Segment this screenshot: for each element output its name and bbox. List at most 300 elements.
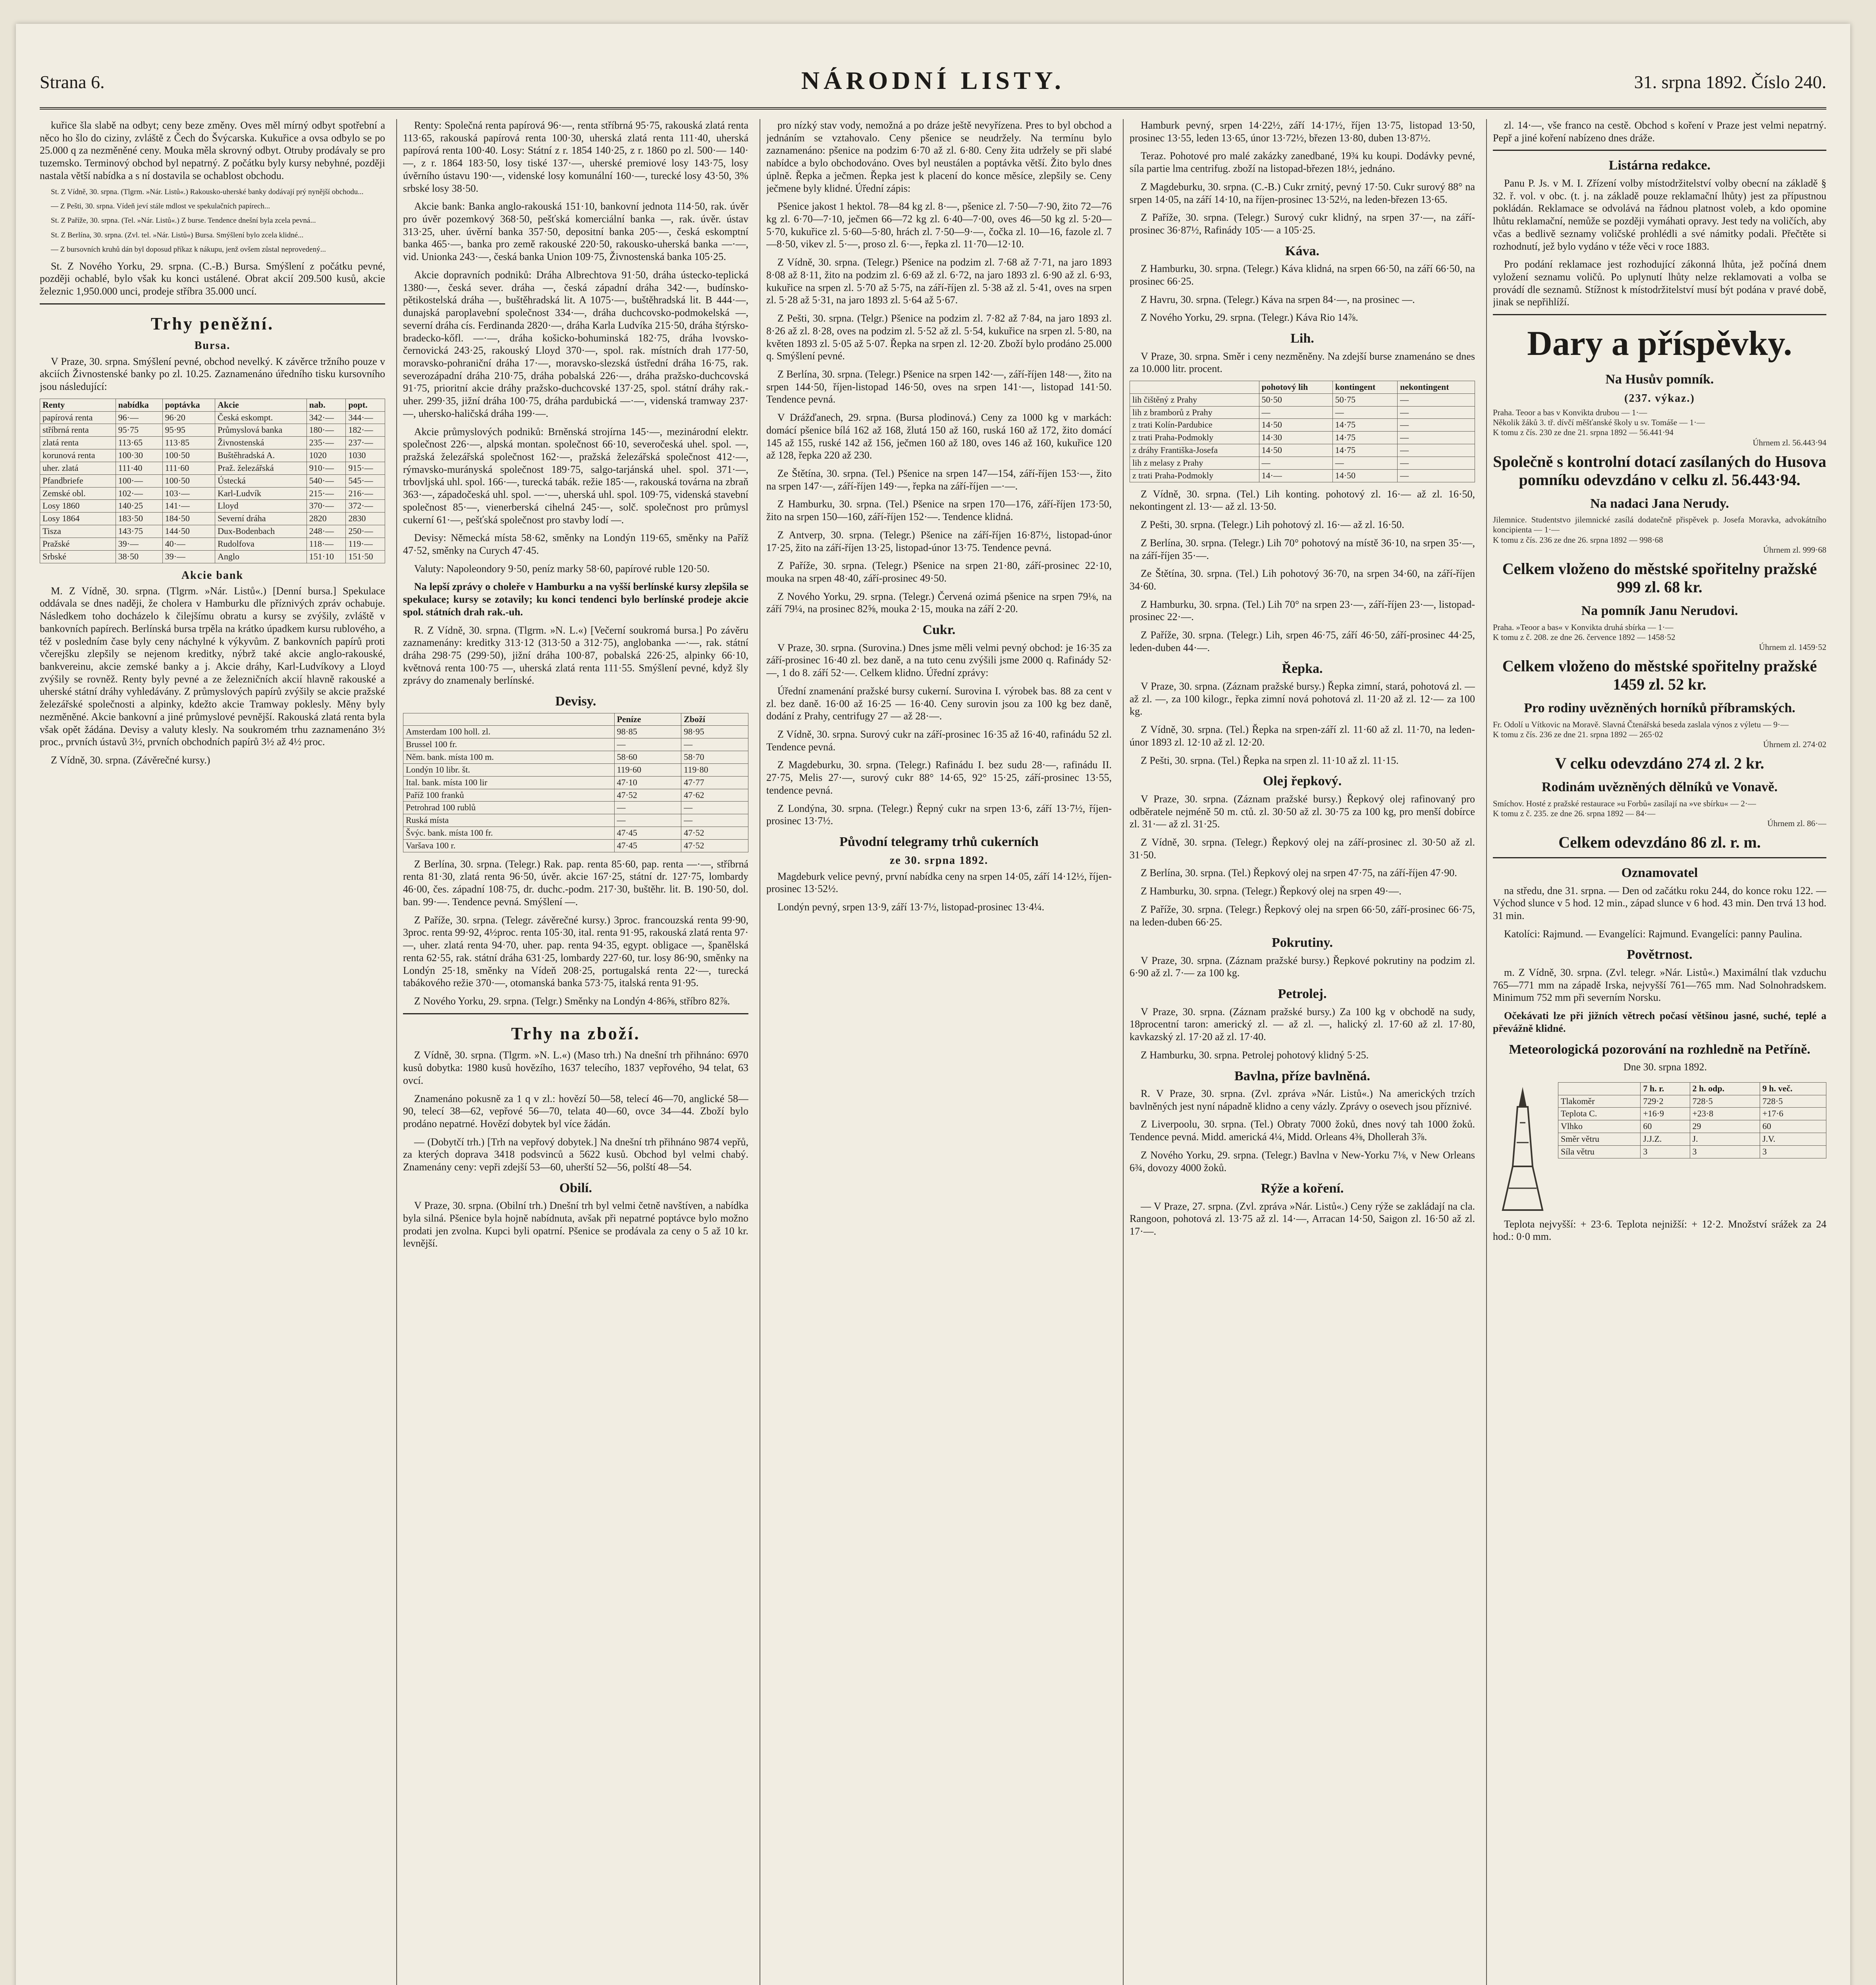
table-cell: 1020 <box>307 449 346 462</box>
article-paragraph: pro nízký stav vody, nemožná a po dráze ještě nevyřízena. Pres to byl obchod a jednáním se vztahovalo. Ceny pšenice se neudržely. Na termínu bylo zaznamenáno: pšenice na podzim 6·70 až zl. 6·80. Ceny žita udržely se při slabé nabídce a bylo obchodováno. Oves byl neustálen a poptávka větší. Žito bylo dnes úplně. Řepka a ječmen. Řepka jest k placení do konce měsíce, zlepšily se. Ceny ječmene byly klidné. Úřední zápis: <box>766 119 1112 194</box>
table-cell: korunová renta <box>40 449 116 462</box>
table-row <box>403 827 748 840</box>
section-heading: Na nadaci Jana Nerudy. <box>1590 496 1729 511</box>
page-number: Strana 6. <box>40 72 105 92</box>
donation-line: K tomu z č. 235. ze dne 26. srpna 1892 — 84·— <box>1493 808 1656 818</box>
article-paragraph: St. Z Berlína, 30. srpna. (Zvl. tel. »Nár. Listů«) Bursa. Smýšlení bylo zcela klidné... <box>51 231 304 239</box>
table-cell: 113·65 <box>116 437 162 449</box>
subsection-heading: (237. výkaz.) <box>1624 392 1695 405</box>
article-paragraph: M. Z Vídně, 30. srpna. (Tlgrm. »Nár. Listů«.) [Denní bursa.] Spekulace oddávala se dnes naději, že cholera v Hamburku dle příznivých zpráv ochabuje. Následkem toho docházelo k čilejšímu obratu a kursy se zvýšily, zvláště v bankovních papírech. Berlínská bursa trpěla na krátko úpadkem kursu rublového, a též v posledním čase byly ceny náchylné k výkyvům. Z bankovních papírů proti včerejšku zlepšily se nejenom kreditky, nýbrž také akcie anglo-rakouské, bankvereinu, akcie zemské banky a j. Akcie dráhy, Karl-Ludvíkovy a Lloyd zvýšily se rovněž. Renty byly pevné a ze železničních akcií hlavně rakouské a uherské státní dráhy vyhledávány. Z průmyslových papírů zvýšily se akcie pražské železářské společnosti a alpinky, kdežto akcie Tramway poklesly. Měny byly nezměněné. Akcie bankovní a jiné průmyslové pevnější. Rakouská zlatá renta byla však opět žádána. Devisy a valuty klesly. Na soukromém trhu zaznamenáno 3½ proc., prvních ústavů 3½, prvních obchodních papírů 3½ až 4½ proc. <box>40 585 385 748</box>
table-cell: 60 <box>1641 1120 1690 1133</box>
article-paragraph: Z Vídně, 30. srpna. Surový cukr na září-prosinec 16·35 až 16·40, rafinádu 52 zl. Tendence pevná. <box>766 728 1112 753</box>
article-paragraph: na středu, dne 31. srpna. — Den od začátku roku 244, do konce roku 122. — Východ slunce v 5 hod. 12 min., západ slunce v 6 hod. 43 min. Den trvá 13 hod. 31 min. <box>1493 885 1826 922</box>
table-cell: 103·— <box>162 487 215 500</box>
article-paragraph: Teraz. Pohotové pro malé zakázky zanedbané, 19¾ ku koupi. Dodávky pevné, síla partie lma centrifug. zboží na listopad-březen 18½, jednáno. <box>1130 150 1475 175</box>
issue-date: 31. srpna 1892. Číslo 240. <box>1634 72 1826 92</box>
article-paragraph: V Praze, 30. srpna. (Záznam pražské bursy.) Za 100 kg v obchodě na sudy, 18procentní taron: americký zl. — až zl. —, halický zl. 17·60 až zl. 17·80, kavkazský zl. 17·20 až zl. 17·40. <box>1130 1006 1475 1043</box>
donation-line: K tomu z čís. 230 ze dne 21. srpna 1892 — 56.441·94 <box>1493 428 1674 437</box>
table-cell: 96·— <box>116 411 162 424</box>
table-cell: 95·75 <box>116 424 162 437</box>
article-paragraph: Magdeburk velice pevný, první nabídka ceny na srpen 14·05, září 14·12½, říjen-prosinec 13·52½. <box>766 870 1112 895</box>
table-cell: J. <box>1690 1133 1760 1146</box>
article-paragraph: R. V Praze, 30. srpna. (Zvl. zpráva »Nár. Listů«.) Na amerických trzích bavlněných jest nyní nápadně klidno a ceny vázly. Zprávy o osevech jsou příznivé. <box>1130 1087 1475 1112</box>
table-cell: 342·— <box>307 411 346 424</box>
table-cell: — <box>614 802 681 814</box>
table-cell: stříbrná renta <box>40 424 116 437</box>
article-paragraph: Devisy: Německá místa 58·62, směnky na Londýn 119·65, směnky na Paříž 47·52, směnky na Curych 47·45. <box>403 532 748 556</box>
table-row <box>403 789 748 802</box>
table-cell: Ital. bank. místa 100 lir <box>403 776 615 789</box>
article-paragraph: Z Pešti, 30. srpna. (Telegr.) Lih pohotový zl. 16·— až zl. 16·50. <box>1141 519 1404 531</box>
table-cell: 118·— <box>307 538 346 550</box>
donation-total: Úhrnem zl. 274·02 <box>1763 739 1826 749</box>
table-cell: 96·20 <box>162 411 215 424</box>
donation-line: Praha. »Teoor a bas« v Konvikta druhá sbírka — 1·— <box>1493 622 1674 632</box>
article-paragraph: Z Vídně, 30. srpna. (Závěrečné kursy.) <box>51 754 210 766</box>
table-row <box>403 738 748 751</box>
article-paragraph: Z Vídně, 30. srpna. (Telegr.) Pšenice na podzim zl. 7·68 až 7·71, na jaro 1893 8·08 až 8·11, žito na podzim zl. 6·69 až zl. 6·72, na jaro 1893 zl. 6·90 až zl. 6·93, kukuřice na srpen zl. 5·70 až 5·75, na září-říjen zl. 5·38 až zl. 5·41, oves na srpen zl. 5·28 až 5·31, na jaro 1893 zl. 5·64 až 5·67. <box>766 256 1112 306</box>
section-heading: Na pomník Janu Nerudovi. <box>1581 603 1738 619</box>
table-row <box>40 437 385 449</box>
article-paragraph: Z Magdeburku, 30. srpna. (Telegr.) Rafinádu I. bez sudu 28·—, rafinádu II. 27·75, Melis 27·—, surový cukr 88° 14·65, 92° 15·25, září-prosinec 13·55, tendence pevná. <box>766 759 1112 796</box>
table-cell: Karl-Ludvík <box>215 487 307 500</box>
article-paragraph: Z Pešti, 30. srpna. (Telgr.) Pšenice na podzim zl. 7·82 až 7·84, na jaro 1893 zl. 8·26 až zl. 8·28, oves na podzim zl. 5·52 až zl. 5·54, kukuřice na srpen zl. 5·80, na květen 1893 zl. 5·05 až 5·07. Řepka na srpen zl. 12·20. Zboží bylo prodáno 25.000 q. Smýšlení pevné. <box>766 312 1112 362</box>
table-cell: 14·30 <box>1259 432 1332 444</box>
table-header-cell: nabídka <box>116 399 162 411</box>
table-cell: 14·50 <box>1332 469 1397 482</box>
article-paragraph: R. Z Vídně, 30. srpna. (Tlgrm. »N. L.«) [Večerní soukromá bursa.] Po závěru zaznamenány: kreditky 313·12 (313·50 a 312·75), anglobanka —·—, rak. státní dráha 298·75 (299·50), jižní dráha 100·87, pobalská 226·25, alpinky 66·10, květnová renta 100·75 —, uherská zlatá renta 111·55. Smýšlení pevné, když šly zprávy do znamenaly berlínské. <box>403 624 748 686</box>
table-row <box>1130 444 1475 457</box>
petrin-tower-icon <box>1493 1083 1552 1214</box>
article-paragraph: Akcie dopravních podniků: Dráha Albrechtova 91·50, dráha ústecko-teplická 1380·—, česká sever. dráha —, česká západní dráha 342·—, budínsko-pětikostelská dráha —, buštěhradská lit. A 1075·—, buštěhradská lit. B 444·—, dunajská paroplavební společnost 334·—, dráha duchcovsko-podmokelská —, severní dráha cís. Ferdinanda 2820·—, dráha Karla Ludvíka 215·50, dráha štýrsko-bradecko-kőfl. —·—, dráha košicko-bohuminská 182·75, dráha lvovsko-černovická 243·25, rakouský Lloyd 370·—, spol. rak. místních drah 177·50, moravsko-pohraniční dráha 17·—, moravsko-slezská ústřední dráha 16·75, rak. severozápadní dráha 210·75, dráha pobalská 226·—, dráha pražsko-duchcovská 91·75, prioritní akcie dráhy pražsko-duchcovské 137·25, spol. státní dráhy rak.-uher. 299·35, jižní dráha 100·75, dráha pardubická —·—, videnská tramway 237·—, uhersko-haličská dráha 199·—. <box>403 269 748 419</box>
table-cell: — <box>681 814 748 827</box>
article-paragraph: Z Nového Yorku, 29. srpna. (Telegr.) Červená ozimá pšenice na srpen 79⅛, na září 79¼, na prosinec 82⅝, mouka 2·15, mouka na září 2·20. <box>766 590 1112 615</box>
article-paragraph: Panu P. Js. v M. I. Zřízení volby místodržitelství volby obecní na základě § 32. ř. vol. v obc. (t. j. na základě pouze reklamační lhůty) jest za přípustnou pokládán. Reklamace se odvolává na řádnou platnost voleb, a kdo opomine lhůtu reklamační, nemůže se později vymáhati opravy. Jest tedy na voličích, aby včas a bedlivě seznamy voličské prohlédli a své námitky podali. Přečtěte si rozhodnutí, jež bylo vydáno v téže věci v roce 1883. <box>1493 177 1826 252</box>
table-cell: z trati Kolín-Pardubice <box>1130 419 1259 432</box>
table-cell: 180·— <box>307 424 346 437</box>
section-heading: Listárna redakce. <box>1608 158 1711 173</box>
table-cell: 58·70 <box>681 751 748 764</box>
article-paragraph: — V Praze, 27. srpna. (Zvl. zpráva »Nár. Listů«.) Ceny rýže se zakládají na cla. Rangoon, pohotová zl. 13·75 až zl. 14·—, Arracan 14·50, Saigon zl. 16·50 až zl. 17·—. <box>1130 1200 1475 1237</box>
table-cell: +23·8 <box>1690 1108 1760 1120</box>
table-row <box>403 763 748 776</box>
table-cell: 119·60 <box>614 763 681 776</box>
section-heading: Řepka. <box>1282 661 1323 676</box>
table-row <box>40 462 385 474</box>
article-paragraph: V Praze, 30. srpna. (Záznam pražské bursy.) Řepkové pokrutiny na podzim zl. 6·90 až zl. 7·— za 100 kg. <box>1130 954 1475 979</box>
table-cell: Pfandbriefe <box>40 474 116 487</box>
table-header-cell: pohotový lih <box>1259 381 1332 394</box>
article-paragraph: Valuty: Napoleondory 9·50, peníz marky 58·60, papírové ruble 120·50. <box>414 563 710 574</box>
article-paragraph: Z Paříže, 30. srpna. (Telegr. závěrečné kursy.) 3proc. francouzská renta 99·90, 3proc. renta 99·92, 4½proc. renta 105·30, ital. renta 91·95, rakouská zlatá renta 97·—, uher. zlatá renta 94·70, uher. pap. renta 94·35, egypt. obligace —, španělská renta 62·55, rak. státní dráha 631·25, lombardy 227·60, tur. losy 86·90, směnky na Londýn 25·18, směnky na Vídeň 208·25, portugalská renta 22·—, turecká tabákového režie 370·—, otomanská banka 573·75, italská renta 91·95. <box>403 914 748 989</box>
article-paragraph: V Drážďanech, 29. srpna. (Bursa plodinová.) Ceny za 1000 kg v markách: domácí pšenice bílá 162 až 168, žlutá 150 až 160, ruská 160 až 172, žito domácí 145 až 155, ruské 142 až 156, ječmen 160 až 180, oves 146 až 160, kukuřice 120 až 128, řepka 220 až 230. <box>766 412 1112 461</box>
article-paragraph: Z Nového Yorku, 29. srpna. (Telgr.) Směnky na Londýn 4·86⅝, stříbro 82⅞. <box>414 995 730 1007</box>
article-paragraph: Z Liverpoolu, 30. srpna. (Tel.) Obraty 7000 žoků, dnes nový tah 1000 žoků. Tendence pevná. Midd. americká 4¼, Midd. Orleans 4⅜, Dhollerah 3⅞. <box>1130 1118 1475 1143</box>
table-cell: — <box>1259 406 1332 419</box>
table-cell: 728·5 <box>1760 1095 1826 1108</box>
table-cell: 3 <box>1690 1145 1760 1158</box>
section-heading: Káva. <box>1285 243 1319 258</box>
column-5 <box>1493 119 1826 1985</box>
divider <box>1493 150 1826 151</box>
section-heading: Původní telegramy trhů cukerních <box>839 834 1039 849</box>
table-cell: 910·— <box>307 462 346 474</box>
table-cell: Teplota C. <box>1558 1108 1641 1120</box>
table-cell: Tisza <box>40 525 116 538</box>
table-row <box>40 513 385 525</box>
table-cell: 216·— <box>346 487 385 500</box>
table-row <box>40 449 385 462</box>
table-row <box>1130 406 1475 419</box>
table-cell: 95·95 <box>162 424 215 437</box>
table-row <box>403 776 748 789</box>
table-cell: Varšava 100 r. <box>403 839 615 852</box>
table-cell: Rudolfova <box>215 538 307 550</box>
article-paragraph: Z Havru, 30. srpna. (Telegr.) Káva na srpen 84·—, na prosinec —. <box>1141 293 1415 305</box>
article-paragraph: Pro podání reklamace jest rozhodující zákonná lhůta, jež počíná dnem vyložení seznamu voličů. Po uplynutí lhůty nelze reklamovati a volba se provádí dle seznamů. Stížnost k místodržitelství musí být podána v pravé době, jinak se nepřihlíží. <box>1493 258 1826 308</box>
table-cell: 98·95 <box>681 726 748 738</box>
table-cell: 540·— <box>307 474 346 487</box>
donation-total: Úhrnem zl. 999·68 <box>1763 545 1826 555</box>
table-cell: Srbské <box>40 550 116 563</box>
table-cell: 140·25 <box>116 500 162 513</box>
table-cell: 47·45 <box>614 839 681 852</box>
article-paragraph: Z Hamburku, 30. srpna. (Tel.) Pšenice na srpen 170—176, září-říjen 173·50, žito na srpen 150—160, září-říjen 152·—. Tendence klidná. <box>766 498 1112 523</box>
article-paragraph: Z Paříže, 30. srpna. (Telegr.) Řepkový olej na srpen 66·50, září-prosinec 66·75, na leden-duben 66·25. <box>1130 903 1475 928</box>
column-3 <box>766 119 1112 1985</box>
article-paragraph: Z Vídně, 30. srpna. (Telegr.) Řepkový olej na září-prosinec zl. 30·50 až zl. 31·50. <box>1130 836 1475 861</box>
table-cell: Severní dráha <box>215 513 307 525</box>
table-cell: J.J.Z. <box>1641 1133 1690 1146</box>
table-cell: — <box>614 814 681 827</box>
table-cell: 729·2 <box>1641 1095 1690 1108</box>
table-row <box>403 802 748 814</box>
article-paragraph: Z Vídně, 30. srpna. (Tlgrm. »N. L.«) (Maso trh.) Na dnešní trh přihnáno: 6970 kusů dobytka: 1980 kusů hovězího, 1637 telecího, 1837 vepřového, 94 telat, 63 ovcí. <box>403 1049 748 1086</box>
table-cell: 2820 <box>307 513 346 525</box>
table-cell: — <box>681 738 748 751</box>
article-paragraph: Teplota nejvyšší: + 23·6. Teplota nejnižší: + 12·2. Množství srážek za 24 hod.: 0·0 mm. <box>1493 1218 1826 1243</box>
table-cell: 47·52 <box>681 827 748 840</box>
article-paragraph: Z Berlína, 30. srpna. (Telegr.) Lih 70° pohotový na místě 36·10, na srpen 35·—, na září-říjen 35·—. <box>1130 537 1475 561</box>
table-header-cell: nekontingent <box>1398 381 1475 394</box>
table-cell: 915·— <box>346 462 385 474</box>
table-row <box>40 411 385 424</box>
table-cell: Ruská místa <box>403 814 615 827</box>
table-cell: 14·50 <box>1259 419 1332 432</box>
table-header-cell: nab. <box>307 399 346 411</box>
table-row <box>40 424 385 437</box>
table-cell: 47·77 <box>681 776 748 789</box>
table-cell: Praž. železářská <box>215 462 307 474</box>
section-heading: Cukr. <box>922 622 956 638</box>
table-cell: Paříž 100 franků <box>403 789 615 802</box>
table-cell: 184·50 <box>162 513 215 525</box>
table-cell: 58·60 <box>614 751 681 764</box>
column-separator <box>396 119 397 1985</box>
table-cell: — <box>1398 469 1475 482</box>
table-cell: — <box>1398 444 1475 457</box>
table-header-cell <box>403 713 615 726</box>
table-cell: — <box>614 738 681 751</box>
column-4 <box>1130 119 1475 1985</box>
divider <box>1493 314 1826 315</box>
section-heading: Trhy na zboží. <box>511 1023 640 1043</box>
article-paragraph: Z Paříže, 30. srpna. (Telegr.) Lih, srpen 46·75, září 46·50, září-prosinec 44·25, leden-duben 44·—. <box>1130 629 1475 653</box>
table-cell: 14·75 <box>1332 419 1397 432</box>
subsection-heading: Akcie bank <box>181 569 244 582</box>
article-paragraph: Z Vídně, 30. srpna. (Tel.) Řepka na srpen-září zl. 11·60 až zl. 11·70, na leden-únor 1893 zl. 12·10 až zl. 12·20. <box>1130 724 1475 748</box>
table-header-cell: Zboží <box>681 713 748 726</box>
table-cell: J.V. <box>1760 1133 1826 1146</box>
table-cell: 144·50 <box>162 525 215 538</box>
article-paragraph: Z Nového Yorku, 29. srpna. (Telegr.) Bavlna v New-Yorku 7⅛, v New Orleans 6¾, dovozy 4000 žoků. <box>1130 1149 1475 1174</box>
table-header-cell <box>1558 1082 1641 1095</box>
table-cell: Směr větru <box>1558 1133 1641 1146</box>
article-paragraph: V Praze, 30. srpna. (Obilní trh.) Dnešní trh byl velmi četně navštíven, a nabídka byla silná. Pšenice byla hojně nabídnuta, avšak při nepatrné poptávce bylo možno prodati jen zvolna. Kupci byli opatrní. Pšenice se prodávala za ceny o 5 až 10 kr. levnější. <box>403 1200 748 1249</box>
article-paragraph: Z Pešti, 30. srpna. (Tel.) Řepka na srpen zl. 11·10 až zl. 11·15. <box>1141 754 1399 766</box>
donation-line: K tomu z č. 208. ze dne 26. července 1892 — 1458·52 <box>1493 632 1675 642</box>
table-cell: 47·45 <box>614 827 681 840</box>
table-cell: Buštěhradská A. <box>215 449 307 462</box>
table-cell: Něm. bank. místa 100 m. <box>403 751 615 764</box>
donation-line: Jilemnice. Studentstvo jilemnické zasílá dodatečně přispěvek p. Josefa Moravka, advokátního koncipienta — 1·— <box>1493 515 1826 535</box>
column-2 <box>403 119 748 1985</box>
table-header-cell: kontingent <box>1332 381 1397 394</box>
article-paragraph: V Praze, 30. srpna. (Záznam pražské bursy.) Řepkový olej rafinovaný pro odběratele nejméně 50 m. ctů. zl. 30·50 až zl. 30·75 za 100 kg, pro menší dobírce zl. 31·— až zl. 31·25. <box>1130 793 1475 830</box>
table-cell: Amsterdam 100 holl. zl. <box>403 726 615 738</box>
table-header-cell: 7 h. r. <box>1641 1082 1690 1095</box>
section-heading: Oznamovatel <box>1621 865 1698 881</box>
table-cell: — <box>1398 457 1475 469</box>
table-row <box>1130 432 1475 444</box>
table-cell: lih z melasy z Prahy <box>1130 457 1259 469</box>
table-cell: 47·62 <box>681 789 748 802</box>
table-cell: 215·— <box>307 487 346 500</box>
table-cell: 40·— <box>162 538 215 550</box>
donation-line: Smíchov. Hosté z pražské restaurace »u Forbů« zasílají na »ve sbírku« — 2·— <box>1493 798 1756 808</box>
article-paragraph: St. Z Paříže, 30. srpna. (Tel. »Nár. Listů«.) Z burse. Tendence dnešní byla zcela pevná... <box>51 216 316 225</box>
donation-summary: Celkem vloženo do městské spořitelny pražské 1459 zl. 52 kr. <box>1502 657 1817 694</box>
table-row <box>40 550 385 563</box>
section-heading: Pro rodiny uvězněných horníků příbramských. <box>1524 701 1795 716</box>
section-heading: Rodinám uvězněných dělníků ve Vonavě. <box>1541 780 1778 795</box>
table-cell: 182·— <box>346 424 385 437</box>
article-paragraph: — Z Pešti, 30. srpna. Vídeň jeví stále mdlost ve spekulačních papírech... <box>51 202 270 210</box>
table-cell: — <box>1332 457 1397 469</box>
table-cell: 60 <box>1760 1120 1826 1133</box>
table-cell: 545·— <box>346 474 385 487</box>
table-cell: 100·— <box>116 474 162 487</box>
article-paragraph: St. Z Nového Yorku, 29. srpna. (C.-B.) Bursa. Smýšlení z počátku pevné, později ochablé, bylo však ku konci ustálené. Obrat akcií 209.500 kusů, akcie železnic 1,950.000 unci, prodeje stříbra 35.000 uncí. <box>40 260 385 297</box>
section-heading: Devisy. <box>555 694 596 709</box>
newspaper-page <box>16 24 1850 1985</box>
section-heading: Lih. <box>1290 331 1314 346</box>
table-cell: 119·80 <box>681 763 748 776</box>
donation-total: Úhrnem zl. 86·— <box>1767 818 1826 828</box>
donations-heading: Dary a příspěvky. <box>1527 324 1792 363</box>
article-paragraph: Úřední znamenání pražské bursy cukerní. Surovina I. výrobek bas. 88 za cent v zl. bez daně. 16·00 až 16·25 — 16·40. Ceny surovin jsou za 100 kg bez daně, dodání z Prahy, centrifugy 27 — až 28·—. <box>766 685 1112 722</box>
table-cell: 2830 <box>346 513 385 525</box>
subsection-heading: Bursa. <box>194 339 231 352</box>
table-cell: Anglo <box>215 550 307 563</box>
article-paragraph: Z Magdeburku, 30. srpna. (C.-B.) Cukr zrnitý, pevný 17·50. Cukr surový 88° na srpen 14·05, na září 14·10, na říjen-prosinec 13·52½, na leden-březen 13·65. <box>1130 181 1475 205</box>
article-paragraph: Z Hamburku, 30. srpna. Petrolej pohotový klidný 5·25. <box>1141 1049 1369 1061</box>
article-paragraph: Dne 30. srpna 1892. <box>1623 1061 1707 1073</box>
table-row <box>1130 419 1475 432</box>
subsection-heading: ze 30. srpna 1892. <box>889 854 989 867</box>
section-heading: Trhy peněžní. <box>150 314 274 333</box>
table-row <box>1558 1095 1826 1108</box>
table-row <box>403 751 748 764</box>
table-cell: — <box>1332 406 1397 419</box>
table-cell: Živnostenská <box>215 437 307 449</box>
article-paragraph: Ze Štětína, 30. srpna. (Tel.) Pšenice na srpen 147—154, září-říjen 153·—, žito na srpen 147·—, září-říjen 149·—, řepka na září-říjen —·—. <box>766 467 1112 492</box>
section-heading: Pokrutiny. <box>1272 935 1333 950</box>
table-header-cell: Akcie <box>215 399 307 411</box>
table-cell: 39·— <box>162 550 215 563</box>
donation-line: K tomu z čís. 236 ze dne 26. srpna 1892 — 998·68 <box>1493 535 1663 545</box>
table-cell: +16·9 <box>1641 1108 1690 1120</box>
table-cell: 183·50 <box>116 513 162 525</box>
table-cell: Tlakoměr <box>1558 1095 1641 1108</box>
article-paragraph: kuřice šla slabě na odbyt; ceny beze změny. Oves měl mírný odbyt spotřební a něco ho šlo do ciziny, zvláště z Čech do Švýcarska. Kukuřice a ovsa odbylo se po 25.000 q za nezměněné ceny. Mouka měla skrovný odbyt. Otruby prodávaly se pro tuzemsko. Terminový obchod byl nepatrný. Z počátku byly kursy nebyhné, později nastala větší nabídka a s ní dostavila se ochablost obchodu. <box>40 119 385 181</box>
donation-total: Úhrnem zl. 56.443·94 <box>1753 437 1826 447</box>
table-cell: Losy 1860 <box>40 500 116 513</box>
table-cell: — <box>1398 432 1475 444</box>
table-cell: 370·— <box>307 500 346 513</box>
column-separator <box>1486 119 1487 1985</box>
table-cell: uher. zlatá <box>40 462 116 474</box>
table-cell: 235·— <box>307 437 346 449</box>
devisy-table <box>403 713 748 852</box>
article-paragraph: — (Dobytčí trh.) [Trh na vepřový dobytek.] Na dnešní trh přihnáno 9874 vepřů, za kterých doprava 3418 podsvinců a 5622 kusů. Obchod byl velmi chabý. Znamenány ceny: vepři zdejší 53—60, uherští 52—56, polští 48—54. <box>403 1136 748 1173</box>
table-row <box>40 487 385 500</box>
table-cell: z trati Praha-Podmokly <box>1130 432 1259 444</box>
donation-summary: Celkem vloženo do městské spořitelny pražské 999 zl. 68 kr. <box>1502 560 1817 596</box>
table-cell: 98·85 <box>614 726 681 738</box>
donation-summary: Celkem odevzdáno 86 zl. r. m. <box>1558 833 1761 852</box>
table-cell: 372·— <box>346 500 385 513</box>
divider <box>1493 857 1826 858</box>
article-paragraph: Z Nového Yorku, 29. srpna. (Telegr.) Káva Rio 14⅞. <box>1141 312 1358 324</box>
table-row <box>1558 1108 1826 1120</box>
newspaper-title: NÁRODNÍ LISTY. <box>801 66 1065 94</box>
table-cell: Brussel 100 fr. <box>403 738 615 751</box>
table-cell: 250·— <box>346 525 385 538</box>
table-cell: lih z bramborů z Prahy <box>1130 406 1259 419</box>
table-cell: 237·— <box>346 437 385 449</box>
table-row <box>1558 1145 1826 1158</box>
table-row <box>40 500 385 513</box>
table-row <box>403 839 748 852</box>
table-cell: 29 <box>1690 1120 1760 1133</box>
table-cell: 14·75 <box>1332 432 1397 444</box>
article-paragraph: Z Antverp, 30. srpna. (Telegr.) Pšenice na září-říjen 16·87½, listopad-únor 17·25, žito na září-říjen 13·25, listopad-únor 13·75. Tendence pevná. <box>766 529 1112 553</box>
table-cell: 111·40 <box>116 462 162 474</box>
table-row <box>40 474 385 487</box>
article-paragraph: zl. 14·—, vše franco na cestě. Obchod s koření v Praze jest velmi nepatrný. Pepř a jiné koření nabízeno dnes dráže. <box>1493 119 1826 144</box>
columns <box>40 119 1826 1985</box>
donation-line: Praha. Teoor a bas v Konvikta drubou — 1·— <box>1493 408 1647 418</box>
donation-total: Úhrnem zl. 1459·52 <box>1759 642 1826 652</box>
table-cell: 50·75 <box>1332 393 1397 406</box>
table-cell: 39·— <box>116 538 162 550</box>
section-heading: Rýže a koření. <box>1261 1181 1344 1196</box>
table-cell: 143·75 <box>116 525 162 538</box>
table-cell: 248·— <box>307 525 346 538</box>
article-paragraph: Z Hamburku, 30. srpna. (Telegr.) Řepkový olej na srpen 49·—. <box>1141 885 1402 897</box>
table-cell: 47·52 <box>614 789 681 802</box>
donation-line: K tomu z čís. 236 ze dne 21. srpna 1892 — 265·02 <box>1493 729 1663 739</box>
article-paragraph: St. Z Vídně, 30. srpna. (Tlgrm. »Nár. Listů«.) Rakousko-uherské banky dodávají prý nynější obchodu... <box>51 187 364 196</box>
article-paragraph: V Praze, 30. srpna. Smýšlení pevné, obchod nevelký. K závěrce tržního pouze v akciích Živnostenské banky po zl. 10.25. Zaznamenáno úředního tisku kursovního jsou následující: <box>40 355 385 393</box>
table-header-cell: Peníze <box>614 713 681 726</box>
article-paragraph: Z Vídně, 30. srpna. (Tel.) Lih konting. pohotový zl. 16·— až zl. 16·50, nekontingent zl. 13·— až zl. 13·50. <box>1130 488 1475 513</box>
table-cell: 151·10 <box>307 550 346 563</box>
table-cell: — <box>681 802 748 814</box>
table-row <box>1130 393 1475 406</box>
section-heading: Bavlna, příze bavlněná. <box>1234 1068 1370 1083</box>
table-cell: Londýn 10 libr. št. <box>403 763 615 776</box>
donation-summary: Společně s kontrolní dotací zasílaných do Husova pomníku odevzdáno v celku zl. 56.443·94. <box>1493 452 1826 489</box>
article-paragraph: m. Z Vídně, 30. srpna. (Zvl. telegr. »Nár. Listů«.) Maximální tlak vzduchu 765—771 mm na západě Irska, nejvyšší 761—765 mm. Nad Solnohradskem. Minimum 752 mm při severním Norsku. <box>1493 966 1826 1004</box>
table-cell: 3 <box>1641 1145 1690 1158</box>
table-header-cell: 2 h. odp. <box>1690 1082 1760 1095</box>
table-cell: 344·— <box>346 411 385 424</box>
article-paragraph: Očekávati lze při jižních větrech počasí většinou jasné, suché, teplé a převážně klidné. <box>1493 1010 1826 1034</box>
article-paragraph: Z Berlína, 30. srpna. (Telegr.) Rak. pap. renta 85·60, pap. renta —·—, stříbrná renta 81·30, zlatá renta 96·50, úvěr. akcie 167·25, státní dr. 127·75, lombardy 46·00, čes. západní 108·75, dr. duchc.-podm. 217·30, buštěhr. lit. B. 190·50, dol. ban. 99·—. Tendence pevná. Smýšlení —. <box>403 858 748 908</box>
table-cell: Švýc. bank. místa 100 fr. <box>403 827 615 840</box>
table-cell: Česká eskompt. <box>215 411 307 424</box>
table-cell: Průmyslová banka <box>215 424 307 437</box>
article-paragraph: Z Berlína, 30. srpna. (Tel.) Řepkový olej na srpen 47·75, na září-říjen 47·90. <box>1141 867 1457 879</box>
table-cell: Zemské obl. <box>40 487 116 500</box>
table-cell: zlatá renta <box>40 437 116 449</box>
section-heading: Povětrnost. <box>1627 947 1693 962</box>
article-paragraph: Z Berlína, 30. srpna. (Telegr.) Pšenice na srpen 142·—, září-říjen 148·—, žito na srpen 144·50, říjen-listopad 146·50, oves na srpen 141·—, listopad 141·50. Tendence pevná. <box>766 368 1112 405</box>
exchange-table <box>40 399 385 563</box>
table-cell: 47·52 <box>681 839 748 852</box>
article-paragraph: Z Paříže, 30. srpna. (Telegr.) Surový cukr klidný, na srpen 37·—, na září-prosinec 36·87½, Rafinády 105·— a 105·25. <box>1130 212 1475 236</box>
article-paragraph: — Z bursovních kruhů dán byl doposud příkaz k nákupu, jenž ovšem zůstal neprovedený... <box>51 245 326 254</box>
table-cell: Ústecká <box>215 474 307 487</box>
table-cell: 102·— <box>116 487 162 500</box>
table-cell: 38·50 <box>116 550 162 563</box>
article-paragraph: Londýn pevný, srpen 13·9, září 13·7½, listopad-prosinec 13·4¼. <box>777 901 1045 913</box>
meteo-block <box>1493 1079 1826 1218</box>
table-cell: Losy 1864 <box>40 513 116 525</box>
section-heading: Obilí. <box>559 1180 592 1195</box>
table-cell: 47·10 <box>614 776 681 789</box>
section-heading: Na Husův pomník. <box>1605 372 1714 387</box>
article-paragraph: Akcie bank: Banka anglo-rakouská 151·10, bankovní jednota 114·50, rak. úvěr pro úvěr pozemkový 368·50, pešťská komerciální banka —, rak. úvěr. ústav 313·25, uher. úvěrní banka 357·50, depositní banka 205·—, česká eskomptní banka 465·—, banka pro země rakouské 220·50, rakousko-uherská banka —·—, vid. Unionka 243·—, česká banka Union 109·75, Živnostenská banka 105·25. <box>403 200 748 263</box>
table-cell: papírová renta <box>40 411 116 424</box>
table-cell: 111·60 <box>162 462 215 474</box>
table-header-cell: 9 h. več. <box>1760 1082 1826 1095</box>
section-heading: Meteorologická pozorování na rozhledně na Petříně. <box>1509 1042 1810 1057</box>
article-paragraph: Ze Štětína, 30. srpna. (Tel.) Lih pohotový 36·70, na srpen 34·60, na září-říjen 34·60. <box>1130 568 1475 592</box>
donation-summary: V celku odevzdáno 274 zl. 2 kr. <box>1555 754 1764 773</box>
table-cell: 14·50 <box>1259 444 1332 457</box>
article-paragraph: Akcie průmyslových podniků: Brněnská strojírna 145·—, mezinárodní elektr. společnost 226·—, alpská montan. společnost 66·10, severočeská uhel. spol. —, pražská železářská společnost 162·—, pražská železářská společnost 412·—, rýmavsko-murányská společnost 189·75, salgo-tarjánská uhel. spol. 371·—, trbovljská uhl. spol. 166·—, turecká tabák. režie 185·—, rakouská továrna na zbraň 363·—, západočeská uhl. spol. —·—, uherská uhl. spol. 109·75, videnská stavební společnost 85·—, vienerberská cihelná 245·—, solč. společnost pro průmysl cukerní 61·—, pešťská společnost pro stavby lodí —. <box>403 426 748 526</box>
table-header-cell: popt. <box>346 399 385 411</box>
table-cell: 113·85 <box>162 437 215 449</box>
article-paragraph: Z Londýna, 30. srpna. (Telegr.) Řepný cukr na srpen 13·6, září 13·7½, říjen-prosinec 13·7½. <box>766 802 1112 827</box>
table-cell: 50·50 <box>1259 393 1332 406</box>
article-paragraph: Z Hamburku, 30. srpna. (Telegr.) Káva klidná, na srpen 66·50, na září 66·50, na prosinec 66·25. <box>1130 263 1475 287</box>
table-cell: — <box>1398 406 1475 419</box>
table-cell: Petrohrad 100 rublů <box>403 802 615 814</box>
